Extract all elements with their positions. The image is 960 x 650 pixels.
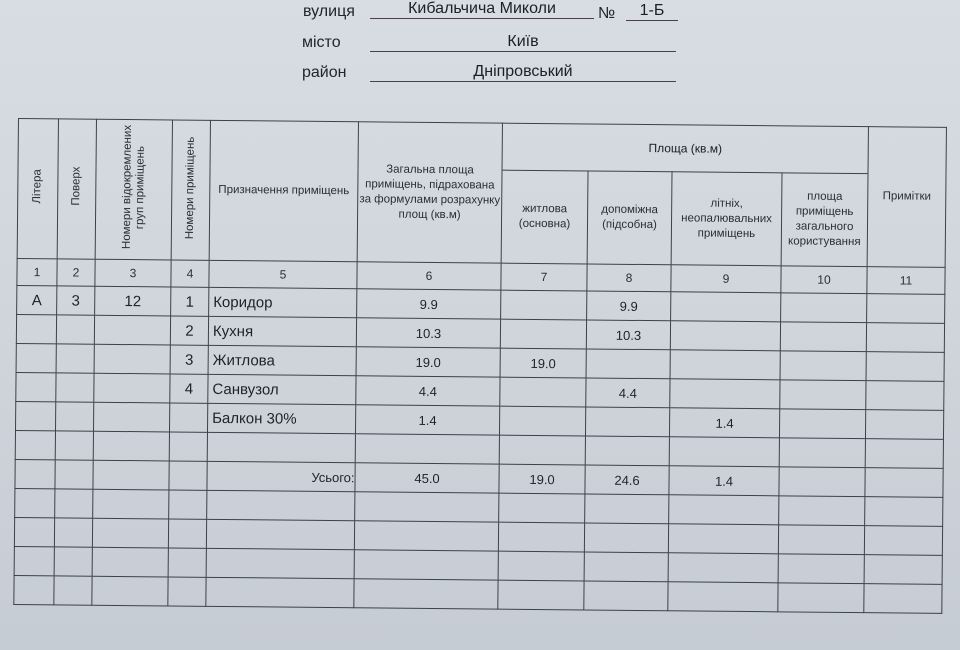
cell-notes [866,352,944,382]
number-field [626,2,678,21]
cell-purpose: Коридор [209,287,357,317]
cell-common [779,409,865,439]
header-purpose: Призначення приміщень [209,120,358,261]
cell-group [94,344,170,374]
cell-room: 2 [170,316,208,345]
column-number: 1 [17,258,57,285]
cell-room: 4 [170,374,208,403]
cell-aux: 4.4 [586,378,670,408]
street-value: Кибальчича Миколи [408,0,556,17]
cell-living [501,290,587,320]
cell-living: 19.0 [500,348,586,378]
cell-notes [866,381,944,411]
header-litera: Літера [17,119,58,259]
column-number: 9 [671,265,781,293]
cell-litera [16,401,56,430]
header-living: житлова (основна) [501,170,588,264]
column-number: 5 [209,260,357,288]
total-aux-value: 24.6 [585,465,669,495]
header-total-area: Загальна площа приміщень, підрахована за формулами розрахунку площ (кв.м) [357,122,502,263]
cell-common [780,351,866,381]
cell-summer [670,350,780,380]
cell-group [93,402,169,432]
cell-total: 1.4 [355,405,499,435]
cell-room [169,403,207,432]
header-common: площа приміщень загального користування [781,173,868,267]
district-field [370,63,676,82]
cell-common [780,322,866,352]
header-poverkh: Поверх [57,119,96,259]
cell-poverkh: 3 [57,286,95,315]
cell-poverkh [56,344,94,373]
cell-total: 9.9 [357,289,501,319]
number-label: № [598,5,616,22]
street-field [370,0,594,19]
total-area-value: 45.0 [355,463,499,493]
column-number: 10 [781,266,867,294]
cell-poverkh [55,402,93,431]
cell-notes [865,410,943,440]
cell-poverkh [56,315,94,344]
cell-purpose: Кухня [208,316,356,346]
cell-room: 1 [171,287,209,316]
area-table [13,118,947,614]
cell-living [500,319,586,349]
cell-living [500,377,586,407]
header-auxiliary: допоміжна (підсобна) [587,171,672,265]
total-living-value: 19.0 [499,464,585,494]
cell-aux [585,407,669,437]
cell-notes [867,294,945,324]
cell-purpose: Житлова [208,345,356,375]
cell-total: 4.4 [356,376,500,406]
cell-group [94,315,170,345]
cell-summer [670,379,780,409]
cell-summer [670,321,780,351]
header-notes: Примітки [867,127,946,268]
cell-summer: 1.4 [669,408,779,438]
number-value: 1-Б [639,2,665,19]
district-label: район [302,64,347,81]
cell-living [499,406,585,436]
cell-group [94,373,170,403]
cell-purpose: Балкон 30% [207,403,355,433]
column-number: 2 [57,259,95,286]
total-summer-value: 1.4 [669,466,779,496]
cell-litera [16,314,56,343]
header-room-numbers: Номери приміщень [171,120,210,260]
column-number: 7 [501,263,587,291]
total-label: Усього: [207,461,355,491]
header-area-group: Площа (кв.м) [502,123,868,174]
cell-litera [16,372,56,401]
district-value: Дніпровський [473,63,573,80]
cell-aux: 9.9 [587,291,671,321]
cell-total: 10.3 [356,318,500,348]
city-value: Київ [507,33,539,50]
city-field [370,33,676,52]
cell-poverkh [56,373,94,402]
cell-litera [16,343,56,372]
cell-notes [866,323,944,353]
cell-common [781,293,867,323]
cell-aux [586,349,670,379]
cell-litera: А [17,285,57,314]
cell-group: 12 [95,286,171,316]
cell-common [780,380,866,410]
cell-summer [671,292,781,322]
column-number: 11 [867,267,945,295]
header-row-1 [18,119,946,175]
cell-total: 19.0 [356,347,500,377]
header-group-numbers: Номери відокремлених груп приміщень [95,119,172,260]
column-number: 6 [357,262,501,290]
column-number: 4 [171,260,209,287]
cell-room: 3 [170,345,208,374]
cell-purpose: Санвузол [208,374,356,404]
column-number: 8 [587,264,671,292]
column-number: 3 [95,259,171,287]
city-label: місто [302,34,341,51]
street-label: вулиця [303,3,355,20]
cell-aux: 10.3 [586,320,670,350]
header-summer: літніх, неопалювальних приміщень [671,172,782,266]
